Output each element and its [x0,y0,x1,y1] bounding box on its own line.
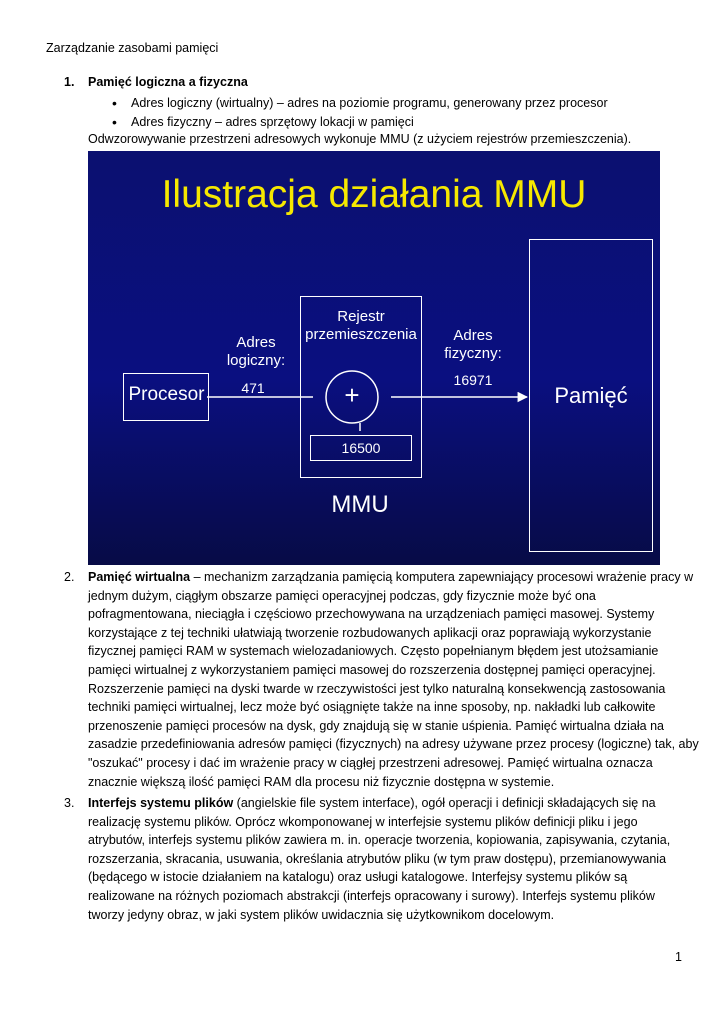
section-2-line-10: "oszukać" procesy i dać im wrażenie pracy w ciągłej przestrzeni adresowej. Pamięć wirtualna oznacza [88,755,653,770]
mmu-label: MMU [331,491,389,518]
section-2-line-9: zasadzie przedefiniowania adresów pamięci (fizycznych) na adresy używane przez procesy (logiczne) tak, aby [88,737,699,752]
bullet-physical-address: • Adres fizyczny – adres sprzętowy lokacji w pamięci [112,113,608,132]
section-3-line-0: (angielskie file system interface), ogół operacji i definicji składających się na [233,796,656,810]
section-2-line-1: jednym dużym, ciągłym obszarze pamięci operacyjnej podczas, gdy fizycznie może być ona [88,588,596,603]
bullet-logical-address: • Adres logiczny (wirtualny) – adres na poziomie programu, generowany przez procesor [112,94,608,113]
section-1-title: Pamięć logiczna a fizyczna [88,75,248,89]
section-3-line-3: rozszerzania, skracania, usuwania, określania atrybutów pliku (w tym praw dostępu), przemianowywania [88,851,667,866]
plus-sign: + [344,380,360,410]
section-1-number: 1. [64,75,75,89]
logical-address-label-1: Adres [236,334,276,351]
physical-address-label-1: Adres [453,327,493,344]
section-3-line-6: tworzy jedyny obraz, w jaki system plików uwidacznia się użytkownikom docelowym. [88,907,555,922]
document-header: Zarządzanie zasobami pamięci [46,41,219,55]
section-3-line-4: (będącego w istocie działaniem na katalogu) oraz usługi katalogowe. Interfejsy systemu plików są [88,870,628,885]
section-2-body [88,568,699,791]
page-number: 1 [675,950,682,964]
section-2-line-2: pofragmentowana, nieciągła i częściowo przechowywana na urządzeniach pamięci masowej. Systemy [88,607,655,622]
slide-title: Ilustracja działania MMU [161,173,587,216]
section-2-line-8: przenoszenie pamięci procesów na dysk, gdy znajdują się w stanie uśpienia. Pamięć wirtualna działa na [88,718,665,733]
section-2-title: Pamięć wirtualna [88,570,191,584]
register-label-1: Rejestr [337,308,385,325]
section-2-line-3: korzystające z tej techniki ułatwiają tworzenie rozbudowanych aplikacji oraz poprawiają wykorzystanie [88,625,652,640]
section-2-line-5: pamięci wirtualnej z wykorzystaniem pamięci masowej do rozszerzenia dostępnej pamięci operacyjnej. [88,662,656,677]
section-2-line-7: techniki pamięci wirtualnej, lecz może być osiągnięte także na inne sposoby, np. nakładki lub całkowite [88,700,656,715]
mmu-slide-figure [88,151,660,565]
section-3-number: 3. [64,796,75,810]
mapping-text: Odwzorowywanie przestrzeni adresowych wykonuje MMU (z użyciem rejestrów przemieszczenia). [88,132,632,146]
memory-label: Pamięć [554,383,628,408]
processor-label: Procesor [128,384,205,405]
physical-address-label-2: fizyczny: [444,345,502,362]
section-2-line-0: – mechanizm zarządzania pamięcią komputera zapewniający procesowi wrażenie pracy w [190,570,694,584]
logical-address-value: 471 [241,380,265,396]
section-2-number: 2. [64,570,75,584]
section-3-body [88,794,680,924]
section-2-line-11: znacznie większą ilość pamięci RAM dla procesu niż fizycznie dostępna w systemie. [88,774,555,789]
section-2-line-6: Rozszerzenie pamięci na dyski twarde w rzeczywistości jest tylko naturalną konsekwencją zastosowania [88,681,666,696]
section-3-line-2: atrybutów, interfejs systemu plików zawiera m. in. operacje tworzenia, kopiowania, zapisywania, czytania, [88,833,671,848]
logical-address-label-2: logiczny: [226,352,286,369]
register-value: 16500 [341,440,381,456]
section-3-title: Interfejs systemu plików [88,796,234,810]
section-1-bullet-list [112,94,608,132]
register-label-2: przemieszczenia [305,326,417,343]
section-3-line-5: realizowane na różnych poziomach abstrakcji (interfejs opracowany i surowy). Interfejs systemu plików [88,888,655,903]
section-3-line-1: realizację systemu plików. Oprócz wkomponowanej w interfejsie systemu plików definicji pliku i jego [88,814,638,829]
physical-address-value: 16971 [453,372,493,388]
section-2-line-4: fizycznej pamięci RAM w systemach wielozadaniowych. Często popełnianym błędem jest utożsamianie [88,644,659,659]
